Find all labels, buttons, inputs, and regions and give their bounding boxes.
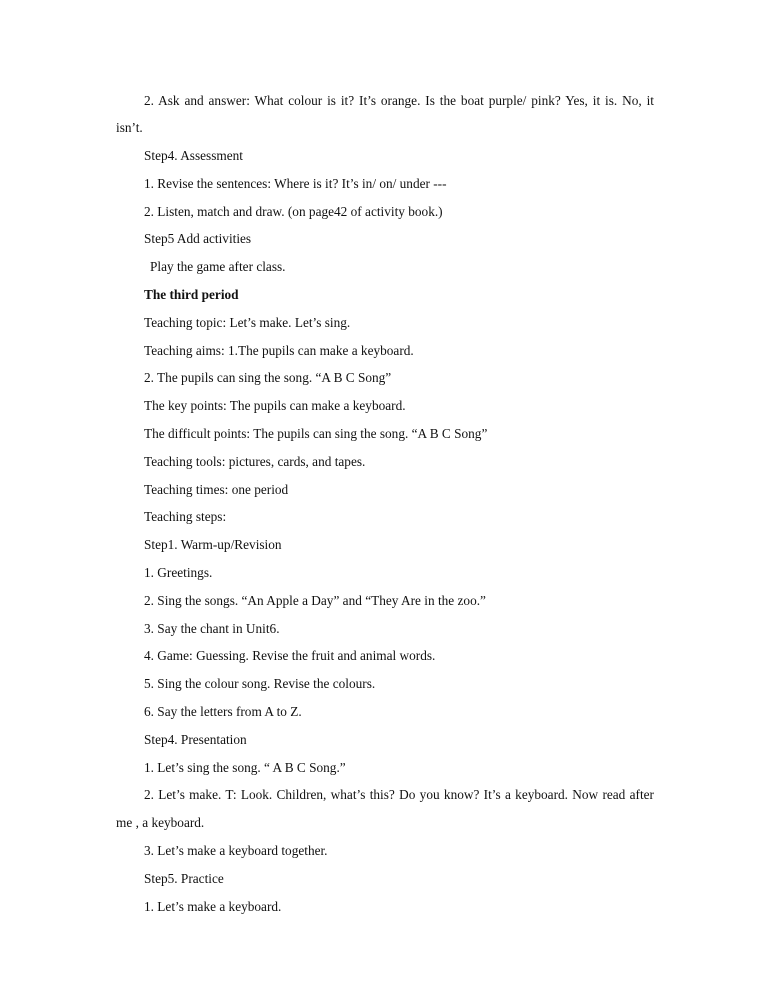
paragraph-line: isn’t.: [116, 120, 143, 135]
paragraph-line: The key points: The pupils can make a keyboard.: [144, 398, 406, 413]
step-heading: Step4. Assessment: [144, 148, 243, 163]
step-heading: Step4. Presentation: [144, 732, 247, 747]
paragraph-line: Teaching steps:: [144, 509, 227, 524]
step-heading: Step5. Practice: [144, 871, 224, 886]
paragraph-line: 3. Say the chant in Unit6.: [144, 621, 280, 636]
step-heading: Step5 Add activities: [144, 231, 252, 246]
paragraph-line: Teaching aims: 1.The pupils can make a keyboard.: [144, 343, 414, 358]
paragraph-line: 2. The pupils can sing the song. “A B C Song”: [144, 370, 392, 385]
paragraph-line: Teaching tools: pictures, cards, and tapes.: [144, 454, 366, 469]
paragraph-line: me , a keyboard.: [116, 815, 205, 830]
paragraph-line: 6. Say the letters from A to Z.: [144, 704, 302, 719]
paragraph-line: 2. Sing the songs. “An Apple a Day” and “They Are in the zoo.”: [144, 593, 486, 608]
paragraph-line: 3. Let’s make a keyboard together.: [144, 843, 328, 858]
paragraph-line: 4. Game: Guessing. Revise the fruit and animal words.: [144, 648, 436, 663]
paragraph-line: 2. Let’s make. T: Look. Children, what’s this? Do you know? It’s a keyboard. Now read after: [144, 787, 654, 802]
paragraph-line: 1. Revise the sentences: Where is it? It’s in/ on/ under ---: [144, 176, 447, 191]
section-heading: The third period: [144, 287, 239, 302]
paragraph-line: 5. Sing the colour song. Revise the colours.: [144, 676, 376, 691]
step-heading: Step1. Warm-up/Revision: [144, 537, 282, 552]
paragraph-line: 2. Listen, match and draw. (on page42 of activity book.): [144, 204, 443, 219]
paragraph-line: 1. Greetings.: [144, 565, 213, 580]
paragraph-line: The difficult points: The pupils can sing the song. “A B C Song”: [144, 426, 488, 441]
paragraph-line: Play the game after class.: [150, 259, 286, 274]
paragraph-line: Teaching times: one period: [144, 482, 289, 497]
paragraph-line: Teaching topic: Let’s make. Let’s sing.: [144, 315, 351, 330]
paragraph-line: 1. Let’s sing the song. “ A B C Song.”: [144, 760, 346, 775]
paragraph-line: 2. Ask and answer: What colour is it? It’s orange. Is the boat purple/ pink? Yes, it is. No, it: [144, 93, 654, 108]
paragraph-line: 1. Let’s make a keyboard.: [144, 899, 282, 914]
